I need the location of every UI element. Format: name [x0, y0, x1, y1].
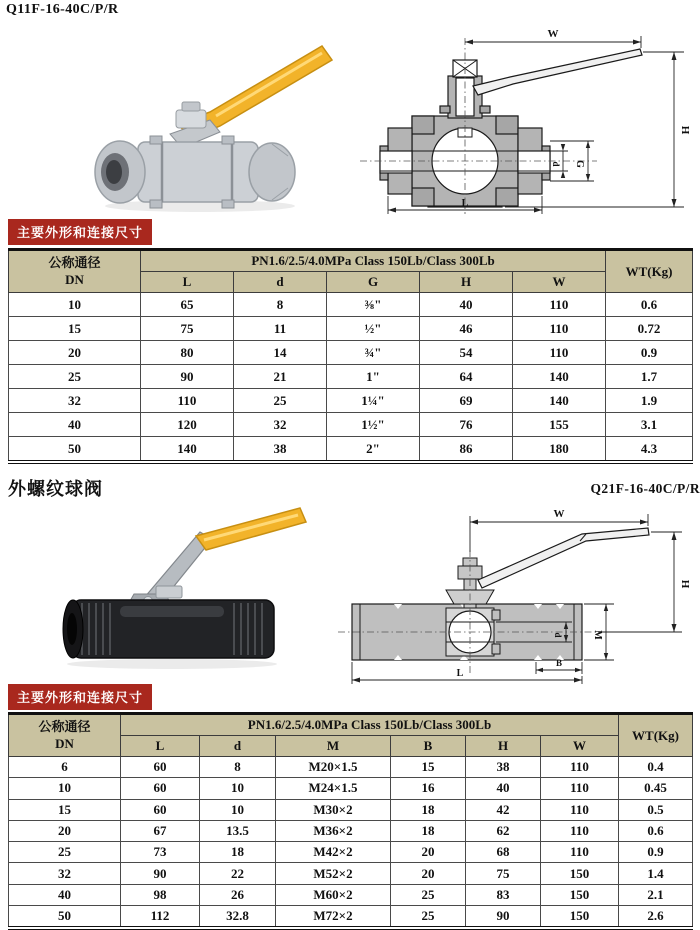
col-header-d: d — [200, 736, 276, 757]
table-cell: 2" — [327, 437, 420, 463]
table-cell: 20 — [9, 820, 121, 841]
table-cell: 110 — [513, 341, 606, 365]
table-cell: 6 — [9, 757, 121, 778]
table-cell: 90 — [141, 365, 234, 389]
table-cell: 10 — [200, 799, 276, 820]
table-cell: 14 — [234, 341, 327, 365]
table-cell: 50 — [9, 906, 121, 929]
table-cell: 110 — [541, 799, 619, 820]
table-cell: 22 — [200, 863, 276, 884]
q11f-dimensions-table — [8, 248, 693, 464]
table-cell: 0.6 — [606, 293, 693, 317]
table-cell: M24×1.5 — [276, 778, 391, 799]
table-cell: 68 — [466, 842, 541, 863]
table-cell: 10 — [200, 778, 276, 799]
table-row — [9, 799, 693, 820]
table-cell: 150 — [541, 884, 619, 905]
table-cell: 50 — [9, 437, 141, 463]
table-row — [9, 437, 693, 463]
table-cell: 0.72 — [606, 317, 693, 341]
table-cell: 15 — [9, 317, 141, 341]
table-cell: 86 — [420, 437, 513, 463]
table-cell: 98 — [121, 884, 200, 905]
table-cell: 26 — [200, 884, 276, 905]
table-cell: 60 — [121, 799, 200, 820]
table-cell: 80 — [141, 341, 234, 365]
table-cell: 150 — [541, 906, 619, 929]
col-header-l: L — [141, 272, 234, 293]
table-cell: 76 — [420, 413, 513, 437]
table-cell: 18 — [391, 799, 466, 820]
table-cell: ¾" — [327, 341, 420, 365]
table-cell: 62 — [466, 820, 541, 841]
table-cell: M72×2 — [276, 906, 391, 929]
col-header-wt: WT(Kg) — [606, 250, 693, 293]
table-cell: 3.1 — [606, 413, 693, 437]
model-code-q21f: Q21F-16-40C/P/R — [590, 481, 700, 496]
table-cell: 60 — [121, 778, 200, 799]
q21f-dimensions-table — [8, 712, 693, 930]
section-banner: 主要外形和连接尺寸 — [8, 219, 152, 245]
table-row — [9, 906, 693, 929]
product-photo-q11f — [60, 26, 340, 214]
col-header-wt: WT(Kg) — [619, 714, 693, 757]
table-cell: 0.45 — [619, 778, 693, 799]
table-cell: 90 — [121, 863, 200, 884]
table-row — [9, 757, 693, 778]
table-cell: 0.9 — [619, 842, 693, 863]
table-cell: 1¼" — [327, 389, 420, 413]
table-cell: 73 — [121, 842, 200, 863]
table-cell: 69 — [420, 389, 513, 413]
table-row — [9, 389, 693, 413]
table-cell: 110 — [513, 317, 606, 341]
table-row — [9, 863, 693, 884]
table-header-row — [9, 250, 693, 272]
col-header-dn — [9, 250, 141, 293]
table-cell: 1.4 — [619, 863, 693, 884]
table-cell: 140 — [141, 437, 234, 463]
table-cell: M20×1.5 — [276, 757, 391, 778]
table-cell: 110 — [541, 778, 619, 799]
table-cell: 0.5 — [619, 799, 693, 820]
col-header-dn-cn: 公称通径 — [48, 255, 101, 271]
table-cell: 65 — [141, 293, 234, 317]
table-cell: 25 — [391, 884, 466, 905]
table-cell: 15 — [9, 799, 121, 820]
table-cell: 46 — [420, 317, 513, 341]
table-cell: 38 — [466, 757, 541, 778]
table-cell: 40 — [420, 293, 513, 317]
table-cell: 180 — [513, 437, 606, 463]
table-cell: 64 — [420, 365, 513, 389]
dim-label-g: G — [574, 160, 585, 168]
col-header-h: H — [420, 272, 513, 293]
col-header-g: G — [327, 272, 420, 293]
table-cell: 75 — [141, 317, 234, 341]
product-photo-q21f — [20, 494, 320, 672]
table-cell: 18 — [200, 842, 276, 863]
table-cell: 1.9 — [606, 389, 693, 413]
dim-label-h: H — [679, 125, 691, 135]
table-cell: 90 — [466, 906, 541, 929]
table-cell: 110 — [141, 389, 234, 413]
table-cell: 32 — [234, 413, 327, 437]
table-cell: 120 — [141, 413, 234, 437]
table-cell: 110 — [541, 842, 619, 863]
table-cell: 2.6 — [619, 906, 693, 929]
table-cell: 0.6 — [619, 820, 693, 841]
table-cell: 25 — [9, 842, 121, 863]
table-cell: 110 — [513, 293, 606, 317]
table-cell: M30×2 — [276, 799, 391, 820]
table-cell: 1½" — [327, 413, 420, 437]
table-cell: 15 — [391, 757, 466, 778]
table-row — [9, 820, 693, 841]
col-header-h: H — [466, 736, 541, 757]
col-header-w: W — [513, 272, 606, 293]
col-header-b: B — [391, 736, 466, 757]
dim-label-m: M — [592, 630, 603, 640]
table-cell: 10 — [9, 293, 141, 317]
table-cell: 25 — [234, 389, 327, 413]
dim-label-w: W — [547, 28, 559, 40]
table-cell: 20 — [391, 842, 466, 863]
table-cell: 155 — [513, 413, 606, 437]
table-cell: 4.3 — [606, 437, 693, 463]
table-cell: 40 — [9, 413, 141, 437]
table-row — [9, 293, 693, 317]
table-cell: 32 — [9, 389, 141, 413]
table-cell: 1" — [327, 365, 420, 389]
table-cell: 8 — [200, 757, 276, 778]
table-cell: 16 — [391, 778, 466, 799]
table-cell: 112 — [121, 906, 200, 929]
table-cell: 10 — [9, 778, 121, 799]
table-row — [9, 778, 693, 799]
table-header-row — [9, 714, 693, 736]
table-cell: 18 — [391, 820, 466, 841]
col-header-w: W — [541, 736, 619, 757]
table-cell: 32.8 — [200, 906, 276, 929]
table-cell: M42×2 — [276, 842, 391, 863]
table-cell: 8 — [234, 293, 327, 317]
technical-drawing-q11f — [342, 20, 698, 216]
table-row — [9, 842, 693, 863]
col-header-d: d — [234, 272, 327, 293]
dim-label-w: W — [553, 508, 565, 520]
col-header-dn-cn: 公称通径 — [38, 719, 91, 735]
table-cell: 32 — [9, 863, 121, 884]
table-cell: 75 — [466, 863, 541, 884]
table-cell: 150 — [541, 863, 619, 884]
section-banner: 主要外形和连接尺寸 — [8, 684, 152, 710]
table-cell: 67 — [121, 820, 200, 841]
table-cell: 140 — [513, 365, 606, 389]
table-cell: 40 — [466, 778, 541, 799]
table-cell: 25 — [391, 906, 466, 929]
section-title-external-thread-valve: 外螺纹球阀 — [8, 479, 103, 499]
table-cell: 13.5 — [200, 820, 276, 841]
dim-label-h: H — [679, 579, 691, 589]
table-cell: 110 — [541, 757, 619, 778]
table-cell: 20 — [9, 341, 141, 365]
table-row — [9, 317, 693, 341]
dim-label-b: B — [555, 658, 563, 668]
table-cell: 140 — [513, 389, 606, 413]
table-cell: 110 — [541, 820, 619, 841]
col-header-dn-en: DN — [55, 735, 74, 751]
dim-label-l: L — [461, 198, 469, 209]
col-header-l: L — [121, 736, 200, 757]
dim-label-d: d — [551, 161, 561, 167]
table-cell: ⅜" — [327, 293, 420, 317]
table-row — [9, 884, 693, 905]
table-row — [9, 341, 693, 365]
table-cell: 25 — [9, 365, 141, 389]
table-cell: M52×2 — [276, 863, 391, 884]
dim-label-d: d — [553, 632, 563, 638]
table-cell: M36×2 — [276, 820, 391, 841]
col-header-pressure-class: PN1.6/2.5/4.0MPa Class 150Lb/Class 300Lb — [121, 714, 619, 736]
dim-label-l: L — [456, 668, 464, 679]
table-cell: 38 — [234, 437, 327, 463]
table-cell: 2.1 — [619, 884, 693, 905]
table-cell: 11 — [234, 317, 327, 341]
table-row — [9, 413, 693, 437]
col-header-dn — [9, 714, 121, 757]
table-cell: 60 — [121, 757, 200, 778]
technical-drawing-q21f — [330, 492, 700, 684]
table-cell: 21 — [234, 365, 327, 389]
col-header-m: M — [276, 736, 391, 757]
table-cell: 83 — [466, 884, 541, 905]
table-cell: 0.9 — [606, 341, 693, 365]
table-cell: M60×2 — [276, 884, 391, 905]
table-cell: 40 — [9, 884, 121, 905]
table-cell: 42 — [466, 799, 541, 820]
table-cell: 20 — [391, 863, 466, 884]
table-cell: 0.4 — [619, 757, 693, 778]
table-cell: ½" — [327, 317, 420, 341]
table-row — [9, 365, 693, 389]
table-cell: 54 — [420, 341, 513, 365]
table-cell: 1.7 — [606, 365, 693, 389]
model-code-q11f: Q11F-16-40C/P/R — [6, 2, 119, 17]
col-header-dn-en: DN — [65, 271, 84, 287]
col-header-pressure-class: PN1.6/2.5/4.0MPa Class 150Lb/Class 300Lb — [141, 250, 606, 272]
